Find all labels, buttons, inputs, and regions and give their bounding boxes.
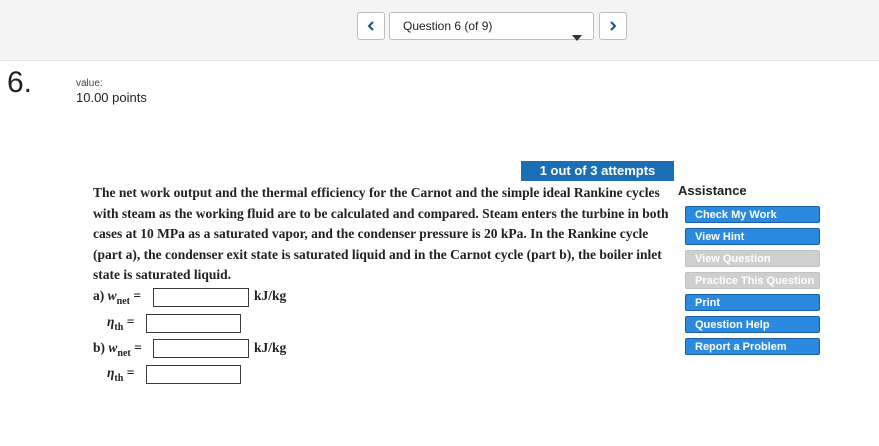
w-symbol: w (108, 340, 118, 355)
part-a-eta-input[interactable] (146, 314, 241, 333)
w-subscript: net (116, 296, 130, 307)
equals-sign: = (126, 314, 135, 329)
eta-subscript: th (114, 373, 124, 384)
question-help-button[interactable]: Question Help (685, 316, 820, 333)
question-number: 6. (7, 66, 33, 99)
value-label: value: (76, 78, 103, 89)
eta-symbol: η (107, 314, 115, 329)
top-navigation-bar (0, 0, 879, 61)
part-a-wnet-input[interactable] (153, 288, 249, 307)
w-symbol: w (107, 288, 117, 303)
equals-sign: = (133, 288, 142, 303)
part-a-label: a) (93, 288, 105, 303)
equals-sign: = (134, 340, 142, 355)
chevron-left-icon (367, 21, 375, 31)
eta-subscript: th (114, 322, 124, 333)
equals-sign: = (126, 365, 135, 380)
part-a-w-label (93, 288, 142, 307)
chevron-right-icon (609, 21, 617, 31)
part-b-label: b) (93, 340, 106, 355)
view-question-button: View Question (685, 250, 820, 267)
check-my-work-button[interactable]: Check My Work (685, 206, 820, 223)
part-b-wnet-unit: kJ/kg (254, 340, 287, 355)
report-a-problem-button[interactable]: Report a Problem (685, 338, 820, 355)
question-selector-label: Question 6 (of 9) (403, 19, 493, 33)
question-selector[interactable] (389, 12, 594, 40)
part-b-eta-input[interactable] (146, 365, 241, 384)
w-subscript: net (117, 348, 131, 359)
problem-statement: The net work output and the thermal efficiency for the Carnot and the simple ideal Rankine cycles with steam as the working fluid are to be calculated and compared. Steam enters the turbine in both cases at 10 MPa as a saturated vapor, and the condenser pressure is 20 kPa. In the Rankine cycle (part a), the condenser exit state is saturated liquid and in the Carnot cycle (part b), the boiler inlet state is saturated liquid. (93, 185, 669, 282)
previous-question-button[interactable] (357, 12, 385, 40)
caret-down-icon (572, 24, 582, 50)
view-hint-button[interactable]: View Hint (685, 228, 820, 245)
part-a-eta-label (107, 314, 135, 333)
part-b-wnet-input[interactable] (153, 339, 249, 358)
print-button[interactable]: Print (685, 294, 820, 311)
attempts-badge: 1 out of 3 attempts (521, 161, 674, 181)
part-b-w-label (93, 340, 142, 359)
part-b-eta-label (107, 365, 135, 384)
next-question-button[interactable] (599, 12, 627, 40)
assistance-title: Assistance (678, 183, 747, 198)
practice-this-question-button: Practice This Question (685, 272, 820, 289)
eta-symbol: η (107, 365, 115, 380)
part-a-wnet-unit: kJ/kg (254, 288, 287, 303)
value-points: 10.00 points (76, 90, 147, 105)
